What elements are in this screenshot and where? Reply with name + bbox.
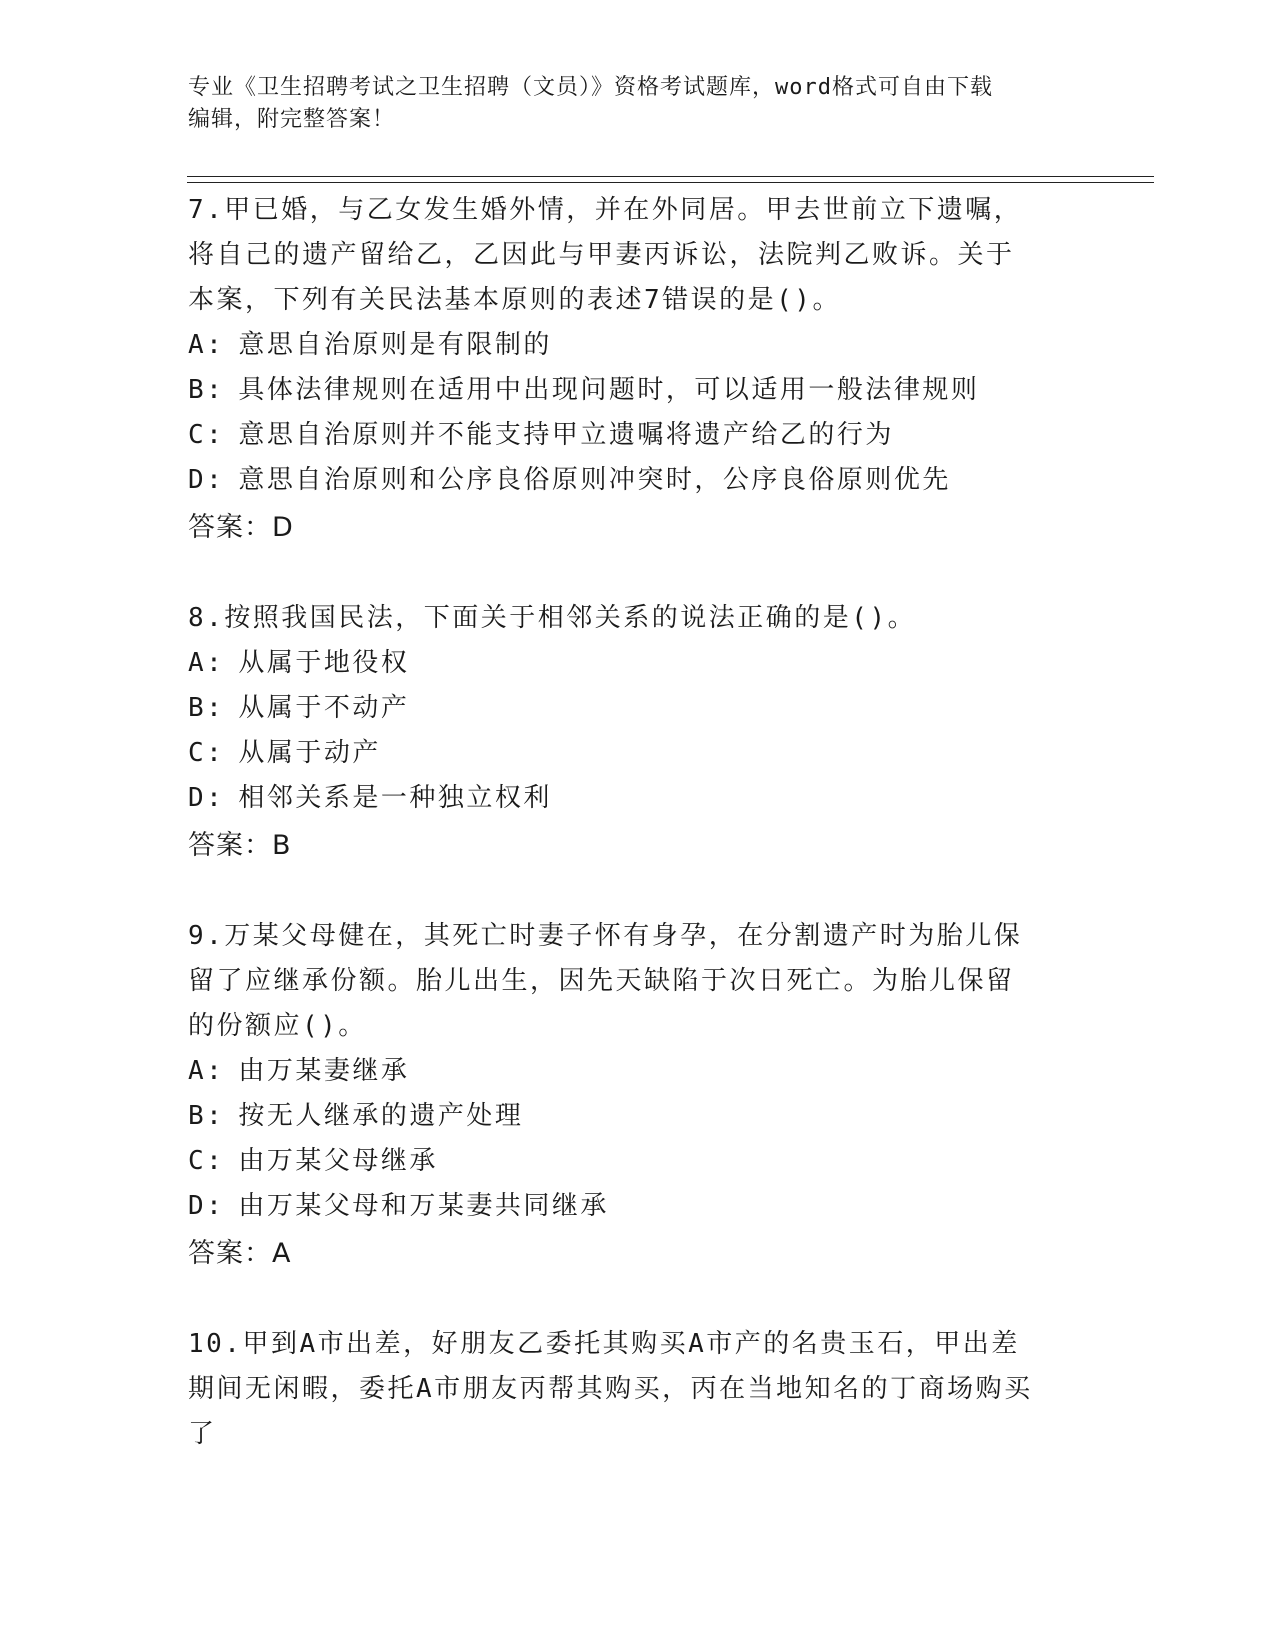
question-list: [188, 188, 1088, 1503]
option-letter: C:: [188, 1146, 225, 1176]
option-c: [188, 1139, 1088, 1184]
question-stem: 8.按照我国民法，下面关于相邻关系的说法正确的是()。: [188, 603, 917, 633]
option-letter: B:: [188, 693, 225, 723]
answer-line: 答案：D: [188, 512, 294, 543]
option-b: [188, 368, 1088, 413]
option-text: 从属于动产: [238, 738, 381, 768]
option-text: 从属于地役权: [238, 648, 410, 678]
answer-line: 答案：B: [188, 830, 292, 861]
option-a: [188, 323, 1088, 368]
question-10: [188, 1322, 1088, 1457]
option-letter: A:: [188, 330, 225, 360]
option-text: 由万某父母和万某妻共同继承: [238, 1191, 609, 1221]
option-a: [188, 1049, 1088, 1094]
option-text: 意思自治原则是有限制的: [238, 330, 552, 360]
option-c: [188, 413, 1088, 458]
option-letter: A:: [188, 648, 225, 678]
question-stem: 10.甲到A市出差，好朋友乙委托其购买A市产的名贵玉石，甲出差期间无闲暇，委托A市朋友丙帮其购买，丙在当地知名的丁商场购买了: [188, 1329, 1033, 1449]
option-d: [188, 1184, 1088, 1229]
option-text: 由万某妻继承: [238, 1056, 410, 1086]
option-text: 相邻关系是一种独立权利: [238, 783, 552, 813]
option-c: [188, 731, 1088, 776]
answer-line: 答案：A: [188, 1238, 292, 1269]
question-9: [188, 914, 1088, 1276]
option-text: 从属于不动产: [238, 693, 410, 723]
question-8: [188, 596, 1088, 868]
option-text: 意思自治原则并不能支持甲立遗嘱将遗产给乙的行为: [238, 420, 894, 450]
option-d: [188, 776, 1088, 821]
option-letter: B:: [188, 1101, 225, 1131]
option-letter: D:: [188, 783, 225, 813]
option-letter: C:: [188, 738, 225, 768]
option-letter: D:: [188, 1191, 225, 1221]
header-line-2: 编辑，附完整答案！: [188, 107, 396, 132]
question-stem: 7.甲已婚，与乙女发生婚外情，并在外同居。甲去世前立下遗嘱，将自己的遗产留给乙，乙因此与甲妻丙诉讼，法院判乙败诉。关于本案，下列有关民法基本原则的表述7错误的是()。: [188, 195, 1023, 315]
option-text: 意思自治原则和公序良俗原则冲突时，公序良俗原则优先: [238, 465, 951, 495]
option-letter: A:: [188, 1056, 225, 1086]
document-header: [188, 72, 1068, 136]
header-line-1: 专业《卫生招聘考试之卫生招聘（文员）》资格考试题库，word格式可自由下载: [188, 75, 993, 100]
option-letter: D:: [188, 465, 225, 495]
option-b: [188, 686, 1088, 731]
question-stem: 9.万某父母健在，其死亡时妻子怀有身孕，在分割遗产时为胎儿保留了应继承份额。胎儿出生，因先天缺陷于次日死亡。为胎儿保留的份额应()。: [188, 921, 1023, 1041]
option-b: [188, 1094, 1088, 1139]
question-7: [188, 188, 1088, 550]
option-letter: C:: [188, 420, 225, 450]
option-letter: B:: [188, 375, 225, 405]
option-text: 按无人继承的遗产处理: [238, 1101, 524, 1131]
option-d: [188, 458, 1088, 503]
option-text: 由万某父母继承: [238, 1146, 438, 1176]
option-a: [188, 641, 1088, 686]
header-rule-bottom: [187, 182, 1154, 183]
header-rule-top: [187, 176, 1154, 177]
option-text: 具体法律规则在适用中出现问题时，可以适用一般法律规则: [238, 375, 980, 405]
